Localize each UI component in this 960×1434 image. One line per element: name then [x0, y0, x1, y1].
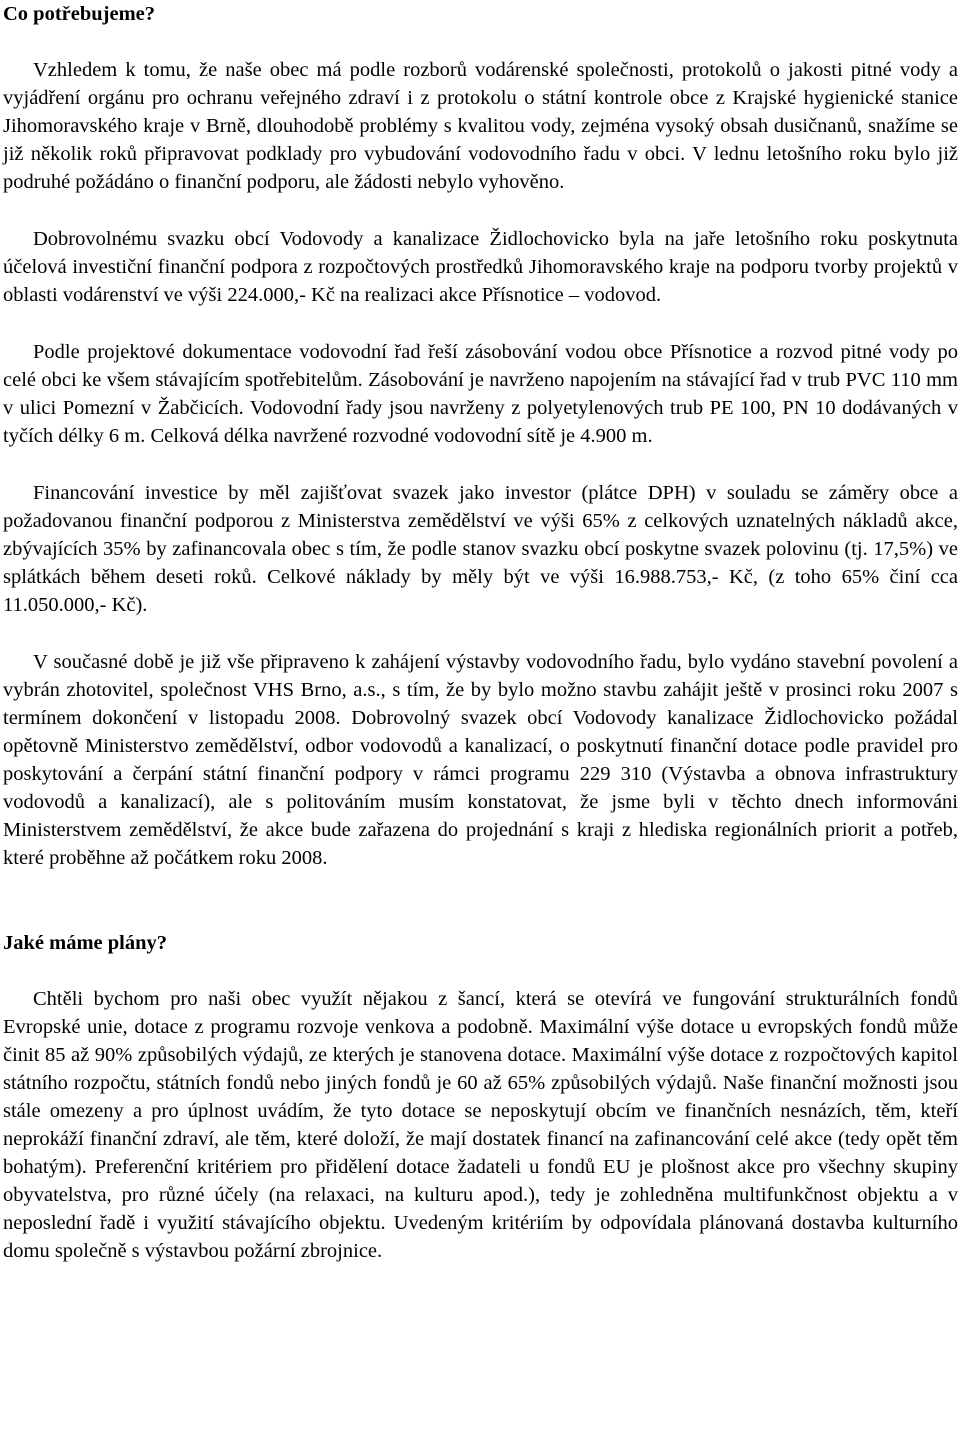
paragraph-current-status: V současné době je již vše připraveno k zahájení výstavby vodovodního řadu, bylo vydáno stavební povolení a vybrán zhotovitel, společnost VHS Brno, a.s., s tím, že by bylo možno stavbu zahájit ještě v prosinci roku 2007 s termínem dokončení v listopadu 2008. Dobrovolný svazek obcí Vodovody kanalizace Židlochovicko požádal opětovně Ministerstvo zemědělství, odbor vodovodů a kanalizací, o poskytnutí finanční dotace podle pravidel pro poskytování a čerpání státní finanční podpory v rámci programu 229 310 (Výstavba a obnova infrastruktury vodovodů a kanalizací), ale s politováním musím konstatovat, že jsme byli v těchto dnech informováni Ministerstvem zemědělství, že akce bude zařazena do projednání s kraji z hlediska regionálních priorit a potřeb, které proběhne až počátkem roku 2008.	[3, 651, 958, 869]
paragraph-financing: Financování investice by měl zajišťovat svazek jako investor (plátce DPH) v souladu se záměry obce a požadovanou finanční podporou z Ministerstva zemědělství ve výši 65% z celkových uznatelných nákladů akce, zbývajících 35% by zafinancovala obec s tím, že podle stanov svazku obcí poskytne svazek polovinu (tj. 17,5%) ve splátkách během deseti roků. Celkové náklady by měly být ve výši 16.988.753,- Kč, (z toho 65% činí cca 11.050.000,- Kč).	[3, 482, 958, 616]
paragraph-regional-support: Dobrovolnému svazku obcí Vodovody a kanalizace Židlochovicko byla na jaře letošního roku poskytnuta účelová investiční finanční podpora z rozpočtových prostředků Jihomoravského kraje na podporu tvorby projektů v oblasti vodárenství ve výši 224.000,- Kč na realizaci akce Přísnotice – vodovod.	[3, 228, 958, 306]
section-heading-needs: Co potřebujeme?	[3, 3, 156, 25]
paragraph-project-documentation: Podle projektové dokumentace vodovodní řad řeší zásobování vodou obce Přísnotice a rozvod pitné vody po celé obci ke všem stávajícím spotřebitelům. Zásobování je navrženo napojením na stávající řad v trub PVC 110 mm v ulici Pomezní v Žabčicích. Vodovodní řady jsou navrženy z polyetylenových trub PE 100, PN 10 dodávaných v tyčích délky 6 m. Celková délka navržené rozvodné vodovodní sítě je 4.900 m.	[3, 341, 958, 447]
paragraph-eu-funds: Chtěli bychom pro naši obec využít nějakou z šancí, která se otevírá ve fungování strukturálních fondů Evropské unie, dotace z programu rozvoje venkova a podobně. Maximální výše dotace u evropských fondů může činit 85 až 90% způsobilých výdajů, ze kterých je stanovena dotace. Maximální výše dotace z rozpočtových kapitol státního rozpočtu, státních fondů nebo jiných fondů je 60 až 65% způsobilých výdajů. Naše finanční možnosti jsou stále omezeny a pro úplnost uvádím, že tyto dotace se neposkytují obcím ve finančních nesnázích, těm, kteří neprokáží finanční zdraví, ale těm, které doloží, že mají dostatek financí na zafinancování celé akce (tedy opět těm bohatým). Preferenční kritériem pro přidělení dotace žadateli u fondů EU je plošnost akce pro všechny skupiny obyvatelstva, pro různé účely (na relaxaci, na kulturu apod.), tedy je zohledněna multifunkčnost objektu a v neposlední řadě i využití stávajícího objektu. Uvedeným kritériím by odpovídala plánovaná dostavba kulturního domu společně s výstavbou požární zbrojnice.	[3, 988, 958, 1262]
paragraph-water-quality: Vzhledem k tomu, že naše obec má podle rozborů vodárenské společnosti, protokolů o jakosti pitné vody a vyjádření orgánu pro ochranu veřejného zdraví i z protokolu o státní kontrole obce z Krajské hygienické stanice Jihomoravského kraje v Brně, dlouhodobě problémy s kvalitou vody, zejména vysoký obsah dusičnanů, snažíme se již několik roků připravovat podklady pro vybudování vodovodního řadu v obci. V lednu letošního roku bylo již podruhé požádáno o finanční podporu, ale žádosti nebylo vyhověno.	[3, 59, 958, 193]
section-heading-plans: Jaké máme plány?	[3, 932, 167, 954]
